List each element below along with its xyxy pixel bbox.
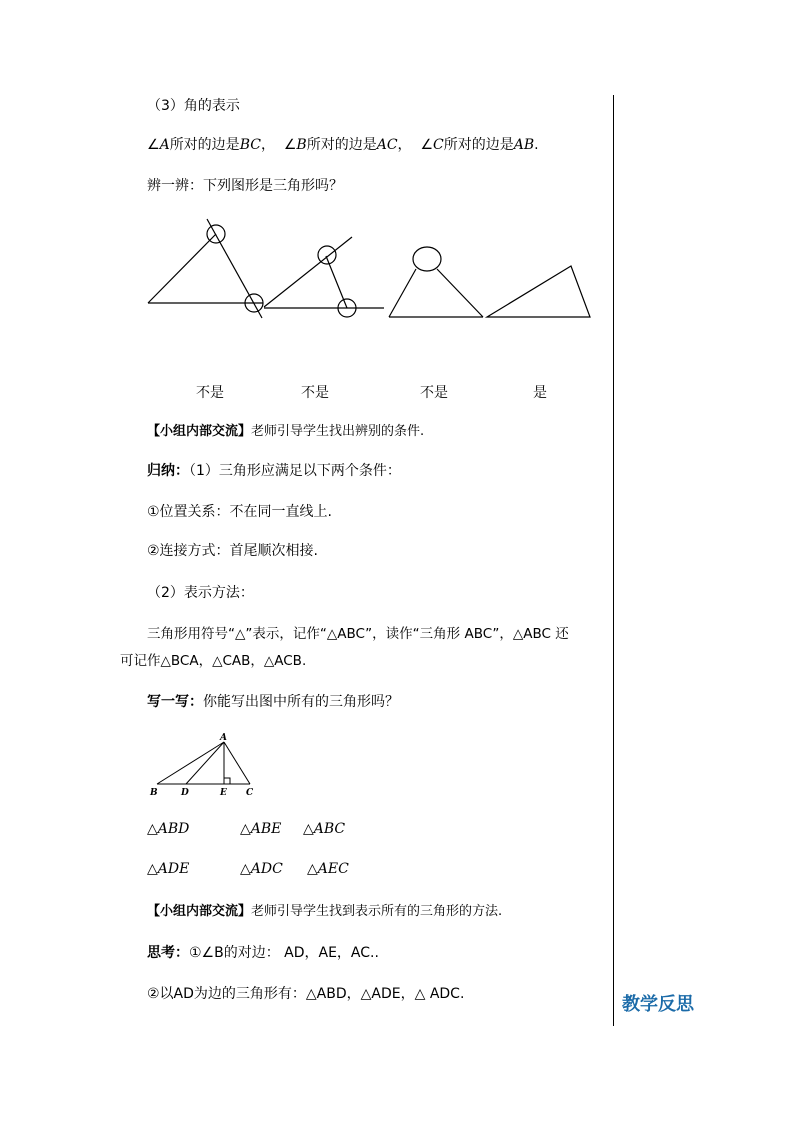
figure-2-label: 不是 xyxy=(301,385,329,401)
angle-symbol: ∠ xyxy=(420,137,434,153)
group-discussion-1 xyxy=(147,422,424,442)
point-label-c: C xyxy=(246,788,254,798)
point-label-a: A xyxy=(220,733,227,743)
group-discussion-tag: 【小组内部交流】 xyxy=(147,904,252,919)
teaching-reflection-title: 教学反思 xyxy=(622,994,694,1015)
identify-prompt: 辨一辨：下列图形是三角形吗？ xyxy=(147,178,343,194)
think-line-2: ②以AD为边的三角形有：△ABD，△ADE，△ ADC. xyxy=(147,986,465,1002)
text-fragment: ， xyxy=(260,137,275,153)
summary-line xyxy=(147,461,401,481)
figure-4-triangle xyxy=(487,266,590,317)
group-discussion-2 xyxy=(147,902,502,922)
angle-vertex: A xyxy=(159,137,170,153)
write-prompt-text: 你能写出图中所有的三角形吗？ xyxy=(203,694,399,710)
point-label-e: E xyxy=(220,788,227,798)
triangle-item: △ADC xyxy=(240,861,283,877)
condition-2: ②连接方式：首尾顺次相接. xyxy=(147,543,319,559)
triangle-item: △ADE xyxy=(147,861,190,877)
side-name: AB xyxy=(513,137,535,153)
figure-1-label: 不是 xyxy=(196,385,224,401)
think-text: ①∠B的对边： AD，AE，AC.. xyxy=(189,945,379,961)
text-fragment: ， xyxy=(397,137,412,153)
write-prompt-tag: 写一写： xyxy=(147,694,203,710)
group-discussion-tag: 【小组内部交流】 xyxy=(147,424,252,439)
angle-vertex: B xyxy=(296,137,307,153)
figure-1-open-shape xyxy=(148,219,263,318)
triangle-identification-figures xyxy=(0,0,794,340)
point-label-b: B xyxy=(150,788,158,798)
figure-3-label: 不是 xyxy=(420,385,448,401)
triangle-item: △ABD xyxy=(147,821,190,837)
angle-symbol: ∠ xyxy=(283,137,297,153)
triangle-item: △ABE xyxy=(240,821,282,837)
section-2-heading: （2）表示方法： xyxy=(147,585,254,601)
figure-3-circle-top-shape xyxy=(389,247,483,317)
text-fragment: . xyxy=(534,137,539,153)
group-discussion-text: 老师引导学生找到表示所有的三角形的方法. xyxy=(251,904,503,919)
triangle-abc-diagram xyxy=(140,728,270,803)
summary-text: （1）三角形应满足以下两个条件： xyxy=(189,463,401,479)
figure-2-open-shape xyxy=(264,237,384,317)
angle-vertex: C xyxy=(433,137,444,153)
side-name: BC xyxy=(239,137,261,153)
angle-symbol: ∠ xyxy=(147,137,160,153)
text-fragment: 所对的边是 xyxy=(306,137,377,153)
triangle-item: △ABC xyxy=(303,821,346,837)
section-3-heading: （3）角的表示 xyxy=(147,98,240,114)
notation-line-2: 可记作△BCA，△CAB，△ACB. xyxy=(120,653,307,669)
text-fragment: 所对的边是 xyxy=(443,137,514,153)
think-line xyxy=(147,943,379,963)
group-discussion-text: 老师引导学生找出辨别的条件. xyxy=(251,424,425,439)
write-prompt xyxy=(147,692,399,712)
figure-4-label: 是 xyxy=(533,385,547,401)
point-label-d: D xyxy=(181,788,189,798)
think-tag: 思考： xyxy=(147,945,189,961)
side-name: AC xyxy=(376,137,398,153)
triangle-item: △AEC xyxy=(307,861,349,877)
text-fragment: 所对的边是 xyxy=(169,137,240,153)
condition-1: ①位置关系：不在同一直线上. xyxy=(147,504,333,520)
notation-line-1: 三角形用符号“△”表示，记作“△ABC”，读作“三角形 ABC”，△ABC 还 xyxy=(147,626,569,642)
summary-tag: 归纳： xyxy=(147,463,189,479)
